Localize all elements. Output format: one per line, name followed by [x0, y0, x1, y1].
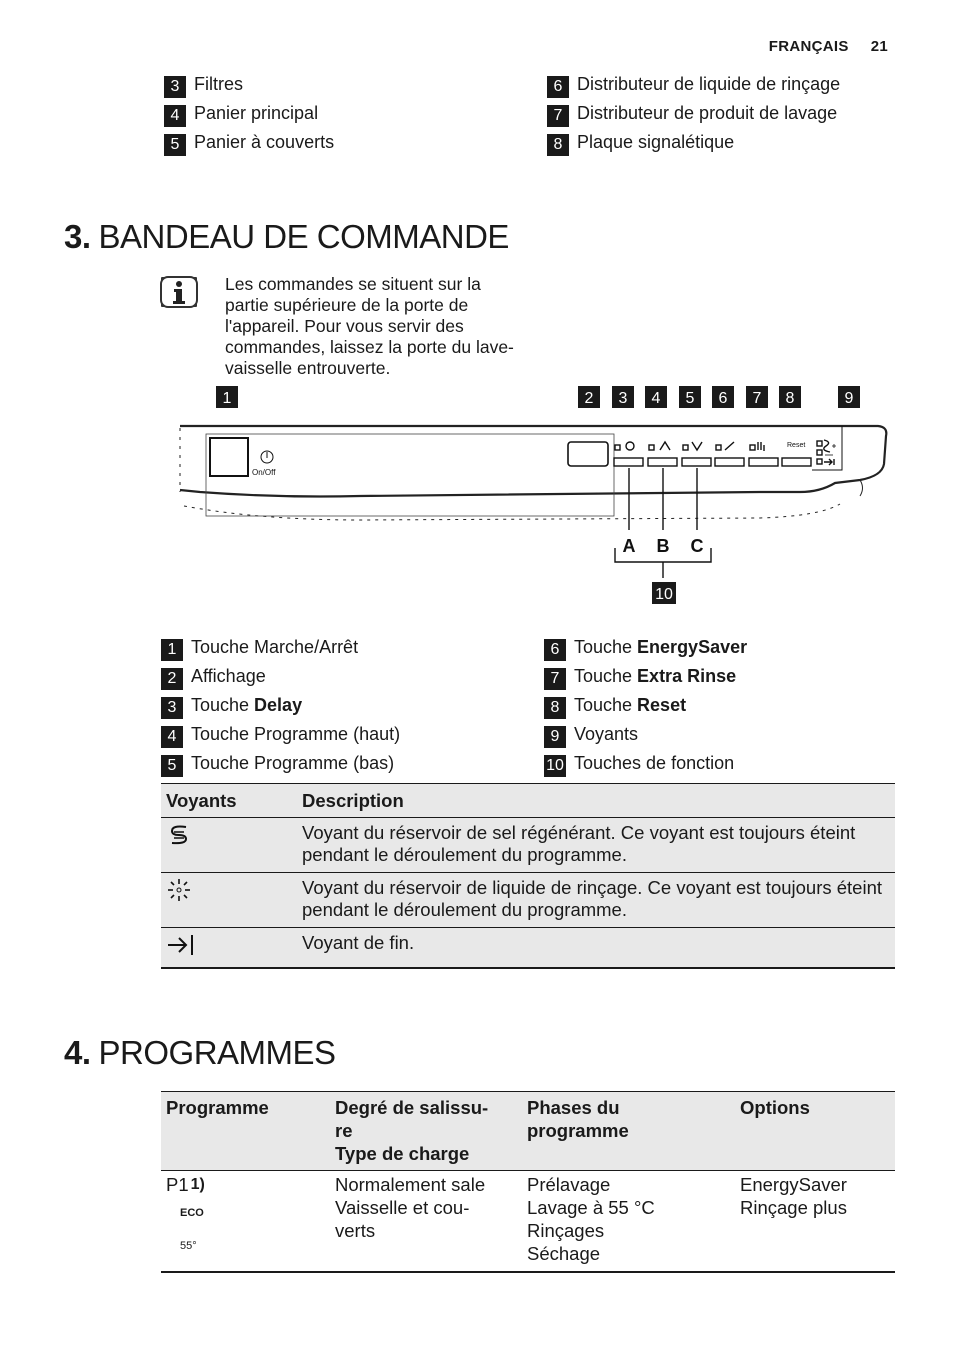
- legend-label: Distributeur de produit de lavage: [577, 103, 838, 123]
- legend-keyword: Extra Rinse: [637, 666, 737, 686]
- top-legend-right: [547, 70, 840, 157]
- legend-number: 10: [544, 755, 566, 777]
- section-number: 3.: [64, 218, 91, 255]
- legend-item: [164, 70, 334, 99]
- top-legend-left: [164, 70, 334, 157]
- callout-text: 3: [618, 390, 628, 407]
- legend-number: 7: [544, 668, 566, 690]
- panel-legend-left: [161, 633, 400, 778]
- legend-item: [544, 691, 747, 720]
- legend-number: 6: [547, 76, 569, 98]
- callout-text: 6: [718, 390, 728, 407]
- table-row: [161, 818, 895, 873]
- legend-item: [161, 633, 400, 662]
- legend-item: [161, 720, 400, 749]
- indicator-cell: [161, 818, 297, 873]
- legend-number: 3: [164, 76, 186, 98]
- end-indicator-icon: [166, 932, 196, 958]
- legend-number: 3: [161, 697, 183, 719]
- indicator-cell: [161, 873, 297, 928]
- rinse-aid-indicator-icon: [166, 877, 192, 903]
- legend-item: [544, 662, 747, 691]
- language-label: FRANÇAIS: [768, 38, 849, 55]
- column-header: Voyants: [161, 784, 297, 818]
- temperature-label: 55°: [180, 1240, 197, 1252]
- footnote-marker: 1): [190, 1176, 205, 1193]
- soil-cell: Normalement sale Vaisselle et cou- verts: [335, 1174, 486, 1241]
- section-title-text: BANDEAU DE COMMANDE: [98, 218, 509, 255]
- letter-a: A: [622, 536, 636, 556]
- legend-item: [161, 662, 400, 691]
- legend-item: [547, 70, 840, 99]
- callout-text: 4: [651, 390, 661, 407]
- legend-label: Voyants: [574, 724, 639, 744]
- letter-b: B: [656, 536, 670, 556]
- legend-number: 9: [544, 726, 566, 748]
- legend-label: Touche Programme (bas): [191, 753, 395, 773]
- table-row: [161, 928, 895, 969]
- legend-number: 2: [161, 668, 183, 690]
- callout-text: 5: [685, 390, 695, 407]
- callout-text: 9: [844, 390, 854, 407]
- callout-4: [645, 386, 667, 408]
- legend-number: 1: [161, 639, 183, 661]
- legend-keyword: Reset: [637, 695, 687, 715]
- legend-item: [161, 749, 400, 778]
- section-number: 4.: [64, 1034, 91, 1071]
- table-header-row: [161, 784, 895, 818]
- callout-5: [679, 386, 701, 408]
- legend-label: Touche: [191, 695, 255, 715]
- table-row: [161, 873, 895, 928]
- callout-10: [652, 582, 676, 604]
- column-header: Description: [297, 784, 895, 818]
- onoff-label: On/Off: [252, 468, 276, 477]
- programs-table: [161, 1091, 895, 1273]
- callout-7: [746, 386, 768, 408]
- legend-label: Touche: [574, 695, 638, 715]
- legend-label: Touche Marche/Arrêt: [191, 637, 359, 657]
- info-icon: [158, 276, 200, 312]
- legend-number: 8: [544, 697, 566, 719]
- column-header: Programme: [161, 1092, 330, 1171]
- legend-label: Touche: [574, 637, 638, 657]
- column-header: Phases du programme: [522, 1092, 735, 1171]
- eco-icon: ECO: [180, 1207, 204, 1219]
- legend-label: Touches de fonction: [574, 753, 735, 773]
- table-row: [161, 1171, 895, 1273]
- legend-number: 7: [547, 105, 569, 127]
- callout-text: 8: [785, 390, 795, 407]
- legend-number: 5: [164, 134, 186, 156]
- legend-number: 4: [161, 726, 183, 748]
- panel-legend-right: [544, 633, 747, 778]
- function-buttons: [614, 426, 842, 470]
- callout-9: [838, 386, 860, 408]
- legend-label: Filtres: [194, 74, 243, 94]
- legend-label: Affichage: [191, 666, 266, 686]
- indicator-cell: [161, 928, 297, 969]
- options-cell: EnergySaver Rinçage plus: [740, 1174, 847, 1218]
- legend-item: [164, 128, 334, 157]
- callout-8: [779, 386, 801, 408]
- legend-label: Panier à couverts: [194, 132, 335, 152]
- section-3-title: [64, 218, 509, 256]
- column-header: Options: [735, 1092, 895, 1171]
- legend-item: [544, 633, 747, 662]
- description-cell: Voyant du réservoir de sel régénérant. Ce voyant est toujours éteint pendant le déroulement du programme.: [297, 818, 895, 873]
- callout-3: [612, 386, 634, 408]
- callout-text: 7: [752, 390, 762, 407]
- legend-number: 8: [547, 134, 569, 156]
- legend-label: Touche: [574, 666, 638, 686]
- page-number: 21: [870, 38, 888, 55]
- program-cell: [161, 1171, 330, 1273]
- section-4-title: [64, 1034, 336, 1072]
- page-header: [769, 38, 888, 55]
- legend-label: Touche Programme (haut): [191, 724, 401, 744]
- section-title-text: PROGRAMMES: [98, 1034, 336, 1071]
- callout-6: [712, 386, 734, 408]
- description-cell: Voyant du réservoir de liquide de rinçage. Ce voyant est toujours éteint pendant le déroulement du programme.: [297, 873, 895, 928]
- column-header: Degré de salissu- re Type de charge: [330, 1092, 522, 1171]
- legend-number: 6: [544, 639, 566, 661]
- legend-item: [544, 720, 747, 749]
- table-header-row: [161, 1092, 895, 1171]
- legend-number: 4: [164, 105, 186, 127]
- legend-keyword: Delay: [254, 695, 303, 715]
- legend-item: [544, 749, 747, 778]
- legend-item: [161, 691, 400, 720]
- phases-cell: Prélavage Lavage à 55 °C Rinçages Séchage: [527, 1174, 655, 1264]
- program-name: P1: [166, 1174, 189, 1195]
- salt-indicator-icon: [166, 822, 192, 848]
- legend-item: [164, 99, 334, 128]
- legend-item: [547, 99, 840, 128]
- control-panel-diagram: [160, 380, 900, 620]
- legend-item: [547, 128, 840, 157]
- indicators-table: [161, 783, 895, 969]
- legend-label: Distributeur de liquide de rinçage: [577, 74, 841, 94]
- letter-c: C: [690, 536, 704, 556]
- callout-2: [578, 386, 600, 408]
- callout-1: [216, 386, 238, 408]
- legend-number: 5: [161, 755, 183, 777]
- info-note: Les commandes se situent sur la partie supérieure de la porte de l'appareil. Pour vous servir des commandes, laissez la porte du lave-vaisselle entrouverte.: [225, 274, 514, 378]
- callout-text: 10: [655, 586, 673, 603]
- legend-label: Plaque signalétique: [577, 132, 735, 152]
- legend-label: Panier principal: [194, 103, 319, 123]
- callout-text: 2: [584, 390, 594, 407]
- legend-keyword: EnergySaver: [637, 637, 748, 657]
- reset-label: Reset: [787, 442, 806, 449]
- description-cell: Voyant de fin.: [297, 928, 895, 969]
- callout-text: 1: [222, 390, 232, 407]
